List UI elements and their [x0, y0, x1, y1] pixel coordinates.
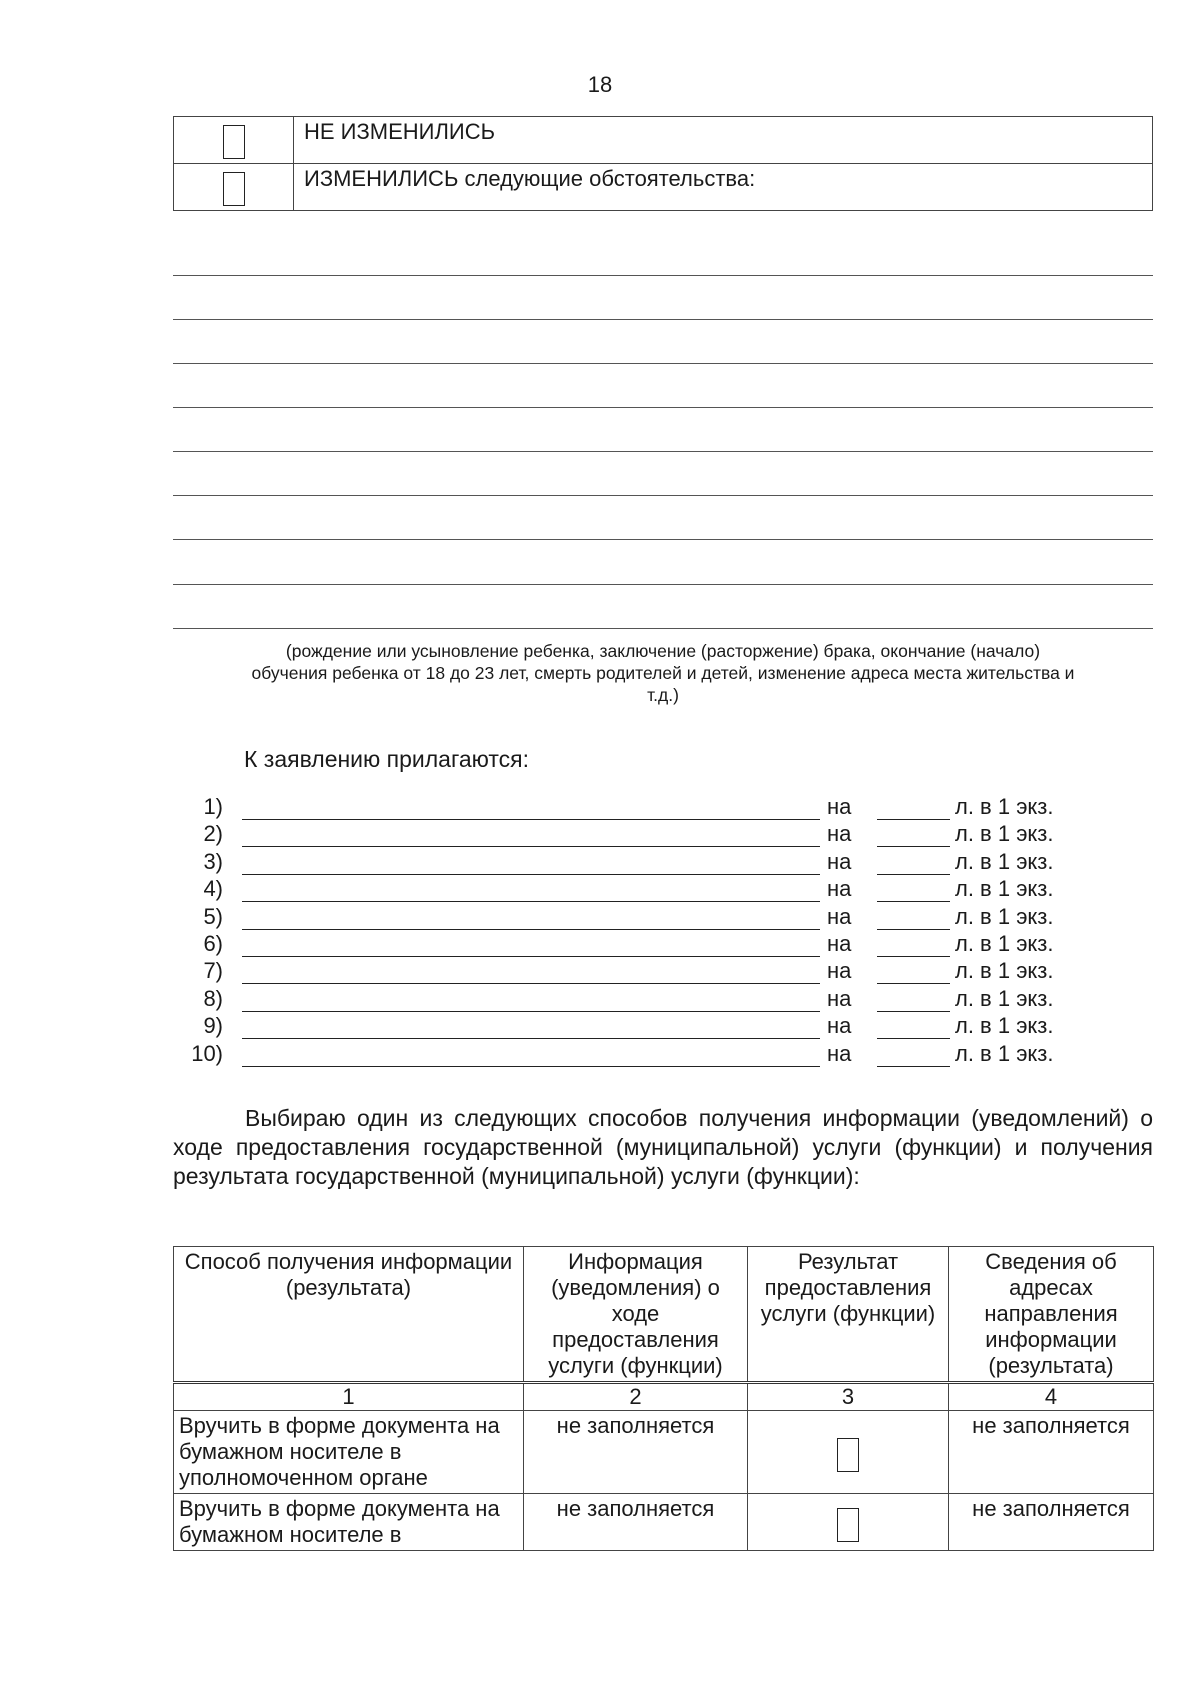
addresses-cell: не заполняется: [949, 1494, 1154, 1551]
info-cell: не заполняется: [524, 1411, 748, 1494]
attachment-name-field[interactable]: [242, 874, 820, 875]
attachment-sheets-field[interactable]: [877, 1011, 950, 1012]
methods-table-header-row: [174, 1247, 1154, 1383]
addresses-cell: не заполняется: [949, 1411, 1154, 1494]
attachment-row: [0, 1041, 1200, 1069]
attachment-na-label: на: [827, 958, 852, 984]
attachment-na-label: на: [827, 931, 852, 956]
circumstances-input-line-8[interactable]: [173, 584, 1153, 585]
choose-method-paragraph: Выбираю один из следующих способов получения информации (уведомлений) о ходе предоставления государственной (муниципальной) услуги (функции) и получения результата государственной (муниципальной) услуги (функции):: [173, 1105, 1153, 1189]
attachment-na-label: на: [827, 848, 852, 874]
attachment-name-field[interactable]: [242, 819, 820, 820]
attachment-number: 9): [203, 1013, 223, 1039]
attachments-title: К заявлению прилагаются:: [244, 746, 530, 772]
attachment-name-field[interactable]: [242, 983, 820, 984]
column-header: Результат предоставления услуги (функции): [748, 1247, 949, 1383]
attachment-name-field[interactable]: [242, 1066, 820, 1067]
attachment-row: [0, 958, 1200, 986]
result-checkbox[interactable]: [837, 1508, 859, 1542]
attachment-number: 3): [203, 848, 223, 874]
column-number: 2: [524, 1383, 748, 1411]
attachment-copies-label: л. в 1 экз.: [955, 903, 1054, 929]
attachment-sheets-field[interactable]: [877, 819, 950, 820]
attachment-number: 1): [203, 794, 223, 819]
attachment-sheets-field[interactable]: [877, 901, 950, 902]
attachment-na-label: на: [827, 903, 852, 929]
changed-checkbox[interactable]: [223, 172, 245, 206]
column-header: Способ получения информации (результата): [174, 1247, 524, 1383]
attachment-copies-label: л. в 1 экз.: [955, 794, 1054, 819]
attachment-number: 5): [203, 903, 223, 929]
column-number: 4: [949, 1383, 1154, 1411]
attachment-number: 8): [203, 985, 223, 1011]
circumstances-table: [173, 116, 1153, 211]
attachment-sheets-field[interactable]: [877, 846, 950, 847]
hint-line: обучения ребенка от 18 до 23 лет, смерть родителей и детей, изменение адреса места жительства и: [251, 663, 1075, 683]
attachment-copies-label: л. в 1 экз.: [955, 876, 1054, 902]
attachment-name-field[interactable]: [242, 1038, 820, 1039]
attachment-number: 2): [203, 821, 223, 847]
method-cell: Вручить в форме документа на бумажном носителе в уполномоченном органе: [174, 1411, 524, 1494]
circumstances-option-changed: [174, 164, 1153, 211]
page-number: 18: [587, 72, 613, 97]
attachment-na-label: на: [827, 1040, 852, 1066]
attachment-row: [0, 876, 1200, 904]
attachment-number: 4): [203, 876, 223, 902]
attachment-name-field[interactable]: [242, 956, 820, 957]
info-cell: не заполняется: [524, 1494, 748, 1551]
circumstances-input-line-1[interactable]: [173, 275, 1153, 276]
column-number: 1: [174, 1383, 524, 1411]
table-row: [174, 1494, 1154, 1551]
column-number: 3: [748, 1383, 949, 1411]
attachment-na-label: на: [827, 1013, 852, 1039]
circumstances-input-line-2[interactable]: [173, 319, 1153, 320]
attachment-sheets-field[interactable]: [877, 874, 950, 875]
attachment-name-field[interactable]: [242, 846, 820, 847]
attachment-copies-label: л. в 1 экз.: [955, 821, 1054, 847]
circumstances-option-unchanged: [174, 117, 1153, 164]
circumstances-input-line-7[interactable]: [173, 539, 1153, 540]
unchanged-label: НЕ ИЗМЕНИЛИСЬ: [294, 117, 1153, 164]
column-header: Сведения об адресах направления информации (результата): [949, 1247, 1154, 1383]
attachment-name-field[interactable]: [242, 929, 820, 930]
column-header: Информация (уведомления) о ходе предоставления услуги (функции): [524, 1247, 748, 1383]
attachment-copies-label: л. в 1 экз.: [955, 985, 1054, 1011]
attachment-row: [0, 849, 1200, 877]
attachment-copies-label: л. в 1 экз.: [955, 958, 1054, 984]
attachment-na-label: на: [827, 821, 852, 847]
attachment-na-label: на: [827, 794, 852, 819]
circumstances-input-line-4[interactable]: [173, 407, 1153, 408]
method-cell: Вручить в форме документа на бумажном носителе в: [174, 1494, 524, 1551]
methods-table: [173, 1246, 1154, 1551]
circumstances-input-line-9[interactable]: [173, 628, 1153, 629]
circumstances-input-line-3[interactable]: [173, 363, 1153, 364]
attachment-row: [0, 904, 1200, 932]
attachment-row: [0, 1013, 1200, 1041]
attachment-row: [0, 794, 1200, 822]
attachment-copies-label: л. в 1 экз.: [955, 931, 1054, 956]
attachment-sheets-field[interactable]: [877, 1038, 950, 1039]
attachment-number: 7): [203, 958, 223, 984]
column-number-row: [174, 1383, 1154, 1411]
attachment-copies-label: л. в 1 экз.: [955, 1040, 1054, 1066]
circumstances-input-line-5[interactable]: [173, 451, 1153, 452]
hint-line: (рождение или усыновление ребенка, заключение (расторжение) брака, окончание (начало): [285, 641, 1041, 661]
attachment-name-field[interactable]: [242, 1011, 820, 1012]
unchanged-checkbox[interactable]: [223, 125, 245, 159]
attachment-number: 10): [191, 1040, 223, 1066]
attachment-number: 6): [203, 931, 223, 956]
attachment-sheets-field[interactable]: [877, 1066, 950, 1067]
attachment-name-field[interactable]: [242, 901, 820, 902]
attachment-na-label: на: [827, 876, 852, 902]
hint-line: т.д.): [647, 685, 679, 705]
changed-label: ИЗМЕНИЛИСЬ следующие обстоятельства:: [294, 164, 1153, 211]
attachment-sheets-field[interactable]: [877, 929, 950, 930]
circumstances-input-line-6[interactable]: [173, 495, 1153, 496]
attachment-row: [0, 986, 1200, 1014]
attachment-copies-label: л. в 1 экз.: [955, 848, 1054, 874]
table-row: [174, 1411, 1154, 1494]
attachment-na-label: на: [827, 985, 852, 1011]
attachment-copies-label: л. в 1 экз.: [955, 1013, 1054, 1039]
circumstances-hint: [173, 640, 1153, 706]
attachment-row: [0, 821, 1200, 849]
result-checkbox[interactable]: [837, 1438, 859, 1472]
attachment-sheets-field[interactable]: [877, 956, 950, 957]
attachment-sheets-field[interactable]: [877, 983, 950, 984]
attachment-row: [0, 931, 1200, 959]
